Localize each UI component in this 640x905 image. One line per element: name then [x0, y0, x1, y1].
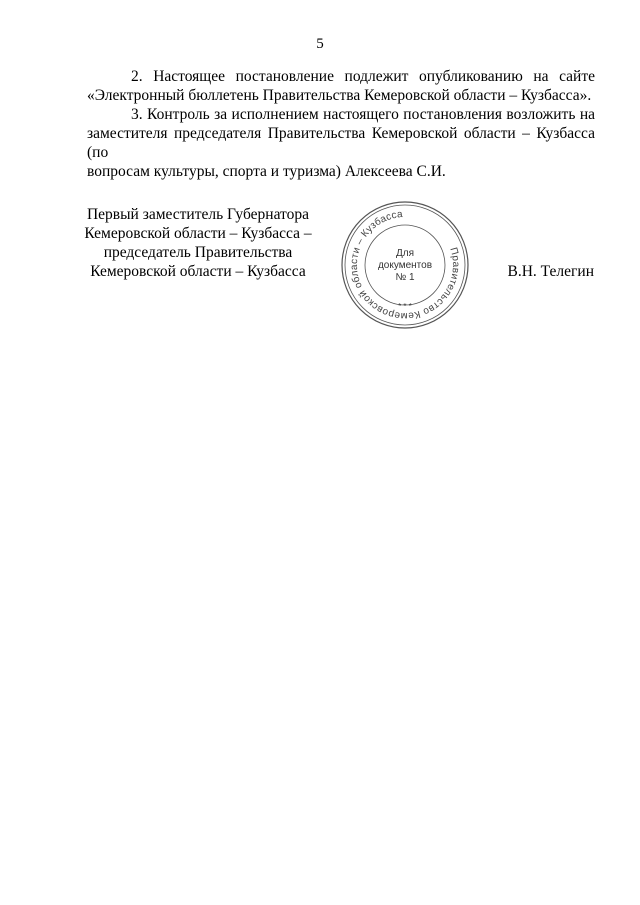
paragraph-2-line-1: 2. Настоящее постановление подлежит опубликованию на сайте — [131, 68, 595, 85]
seal-center-line: № 1 — [395, 272, 415, 283]
paragraph-3-line-2: заместителя председателя Правительства Кемеровской области – Кузбасса (по — [87, 125, 595, 161]
document-body — [87, 67, 595, 181]
position-line: Кемеровской области – Кузбасса – — [84, 225, 312, 242]
signatory-name: В.Н. Телегин — [507, 263, 594, 280]
position-line: Первый заместитель Губернатора — [86, 206, 310, 223]
signatory-position — [78, 205, 318, 281]
position-line: председатель Правительства — [103, 244, 293, 261]
paragraph-3-line-3: вопросам культуры, спорта и туризма) Алексеева С.И. — [87, 163, 446, 180]
page-number: 5 — [316, 36, 324, 52]
official-seal — [338, 198, 472, 332]
paragraph-3-line-1: 3. Контроль за исполнением настоящего постановления возложить на — [131, 106, 595, 123]
position-line: Кемеровской области – Кузбасса — [90, 263, 306, 280]
seal-center-line: документов — [377, 260, 433, 271]
paragraph-2-line-2: «Электронный бюллетень Правительства Кемеровской области – Кузбасса». — [87, 87, 592, 104]
seal-stars: * * * — [398, 302, 412, 311]
seal-ring-text: Правительство Кемеровской области – Кузбасса — [348, 208, 462, 322]
seal-center-line: Для — [395, 248, 415, 259]
